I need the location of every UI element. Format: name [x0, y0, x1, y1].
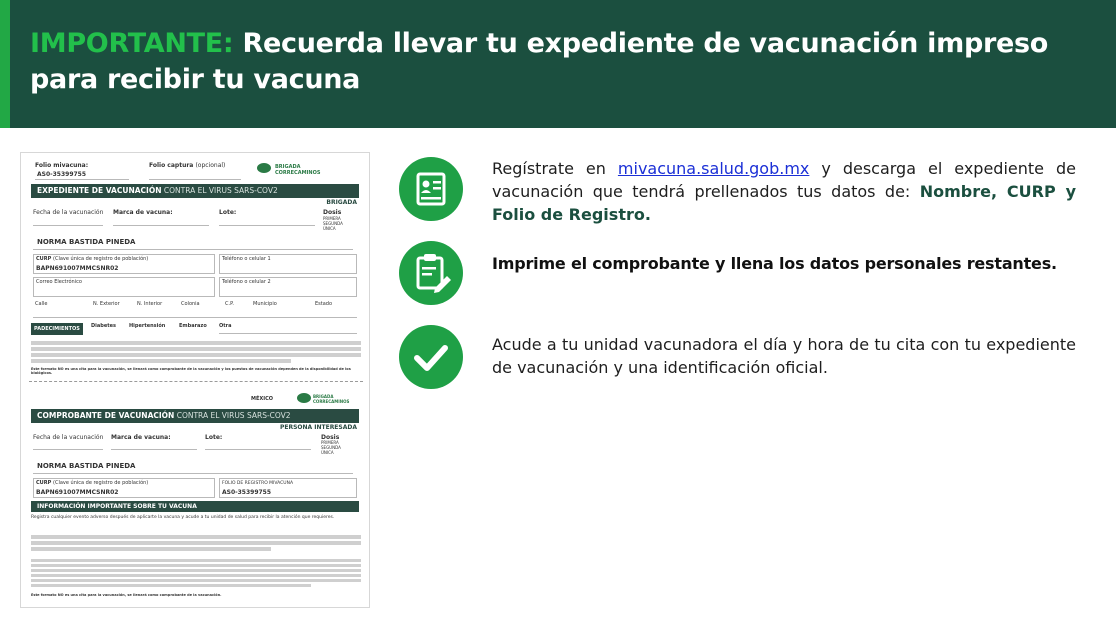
id-card-icon: [399, 157, 463, 221]
form-nota: Este formato NO es una cita para la vacunación, se llenará como comprobante de la vacunación y los puestos de vacunación dependen de la disponibilidad de los biológicos.: [31, 367, 351, 375]
form-curp-label: CURP (Clave única de registro de población): [36, 256, 149, 262]
banner-title: [30, 26, 1090, 98]
form-correo: Correo Electrónico: [36, 279, 82, 285]
form-marca-label: Marca de vacuna:: [113, 209, 173, 216]
step-attend: Acude a tu unidad vacunadora el día y hora de tu cita con tu expediente de vacunación y una identificación oficial.: [492, 335, 1076, 377]
checkmark-icon: [399, 325, 463, 389]
banner-highlight: IMPORTANTE:: [30, 28, 234, 59]
form-folio-registro-label: FOLIO DE REGISTRO MIVACUNA: [222, 481, 294, 486]
form-header-comprobante: COMPROBANTE DE VACUNACIÓN CONTRA EL VIRUS SARS-COV2: [31, 409, 359, 423]
step-register-bold: Nombre, CURP y Folio de Registro.: [492, 182, 1076, 224]
mivacuna-link[interactable]: mivacuna.salud.gob.mx: [617, 159, 810, 178]
form-curp-value: BAPN691007MMCSNR02: [36, 265, 119, 272]
form-brigada-label: BRIGADA: [326, 199, 357, 206]
form-info-header: INFORMACIÓN IMPORTANTE SOBRE TU VACUNA: [31, 501, 359, 512]
form-fecha-label: Fecha de la vacunación: [33, 209, 104, 216]
banner-title-text: Recuerda llevar tu expediente de vacunación impreso para recibir tu vacuna: [30, 28, 1049, 95]
form-info-text: Registra cualquier evento adverso después de aplicarte la vacuna y acude a tu unidad de salud para recibir la atención que requieres.: [31, 515, 335, 520]
clipboard-pencil-icon: [399, 241, 463, 305]
form-telefono2: Teléfono o celular 2: [222, 279, 271, 285]
form-dosis-label: Dosis: [323, 209, 342, 216]
form-folio-label: Folio mivacuna:: [35, 162, 89, 169]
vaccination-form-image: Folio mivacuna: AS0-35399755 Folio captura (opcional) BRIGADA CORRECAMINOS EXPEDIENTE DE VACUNACIÓN CONTRA EL VIRUS SARS-COV2 BRIGADA Fecha de la vacunación Marca de vacuna: Lote: Dosis PRIMERA SEGUNDA ÚNICA NORMA BASTIDA PINEDA CURP (Clave única de registro de población) BAPN691007MMCSNR02 Teléfono o celular 1 Correo Electrónico Teléfono o celular 2 Calle N. Exterior N. Interior Colonia C.P. Municipio Estado PADECIMIENTOS Diabetes Hipertensión Embarazo Otra Este formato NO es una cita para la vacunación, se llenará como comprobante de la vacunación y los puestos de vacunación dependen de la disponibilidad de los biológicos. MÉXICO BRIGADA CORRECAMINOS COMPROBANTE DE VACUNACIÓN CONTRA EL VIRUS SARS-COV2 PERSONA INTERESADA Fecha de la vacunación Marca de vacuna: Lote: Dosis PRIMERA SEGUNDA ÚNICA NORMA BASTIDA PINEDA CURP (Clave única de registro de población) BAPN691007MMCSNR02 FOLIO DE REGISTRO MIVACUNA AS0-35399755 INFORMACIÓN IMPORTANTE SOBRE TU VACUNA Registra cualquier evento adverso después de aplicarte la vacuna y acude a tu unidad de salud para recibir la atención que requieres. Este formato NO es una cita para la vacunación, se llenará como comprobante de la vacunación.: [20, 152, 370, 608]
banner-accent-stripe: [0, 0, 10, 128]
form-persona-label: PERSONA INTERESADA: [279, 424, 357, 431]
form-folio-value: AS0-35399755: [37, 171, 87, 178]
brigada-logo-icon: [257, 163, 271, 173]
form-name: NORMA BASTIDA PINEDA: [37, 238, 136, 246]
form-cut-line: [29, 381, 363, 382]
form-folio-captura: Folio captura (opcional): [149, 162, 226, 169]
form-mexico-label: MÉXICO: [251, 396, 274, 402]
step-register: Regístrate en mivacuna.salud.gob.mx y descarga el expediente de vacunación que tendrá prellenados tus datos de: Nombre, CURP y Folio de Registro.: [492, 159, 1076, 224]
form-header-expediente: EXPEDIENTE DE VACUNACIÓN CONTRA EL VIRUS SARS-COV2: [31, 184, 359, 198]
form-padecimientos-label: PADECIMIENTOS: [34, 326, 80, 332]
form-lote-label: Lote:: [219, 209, 237, 216]
form-telefono1: Teléfono o celular 1: [222, 256, 271, 262]
form-footer-note: Este formato NO es una cita para la vacunación, se llenará como comprobante de la vacunación.: [31, 593, 222, 597]
step-print: Imprime el comprobante y llena los datos personales restantes.: [492, 254, 1057, 273]
form-brand: BRIGADA CORRECAMINOS: [275, 164, 321, 176]
